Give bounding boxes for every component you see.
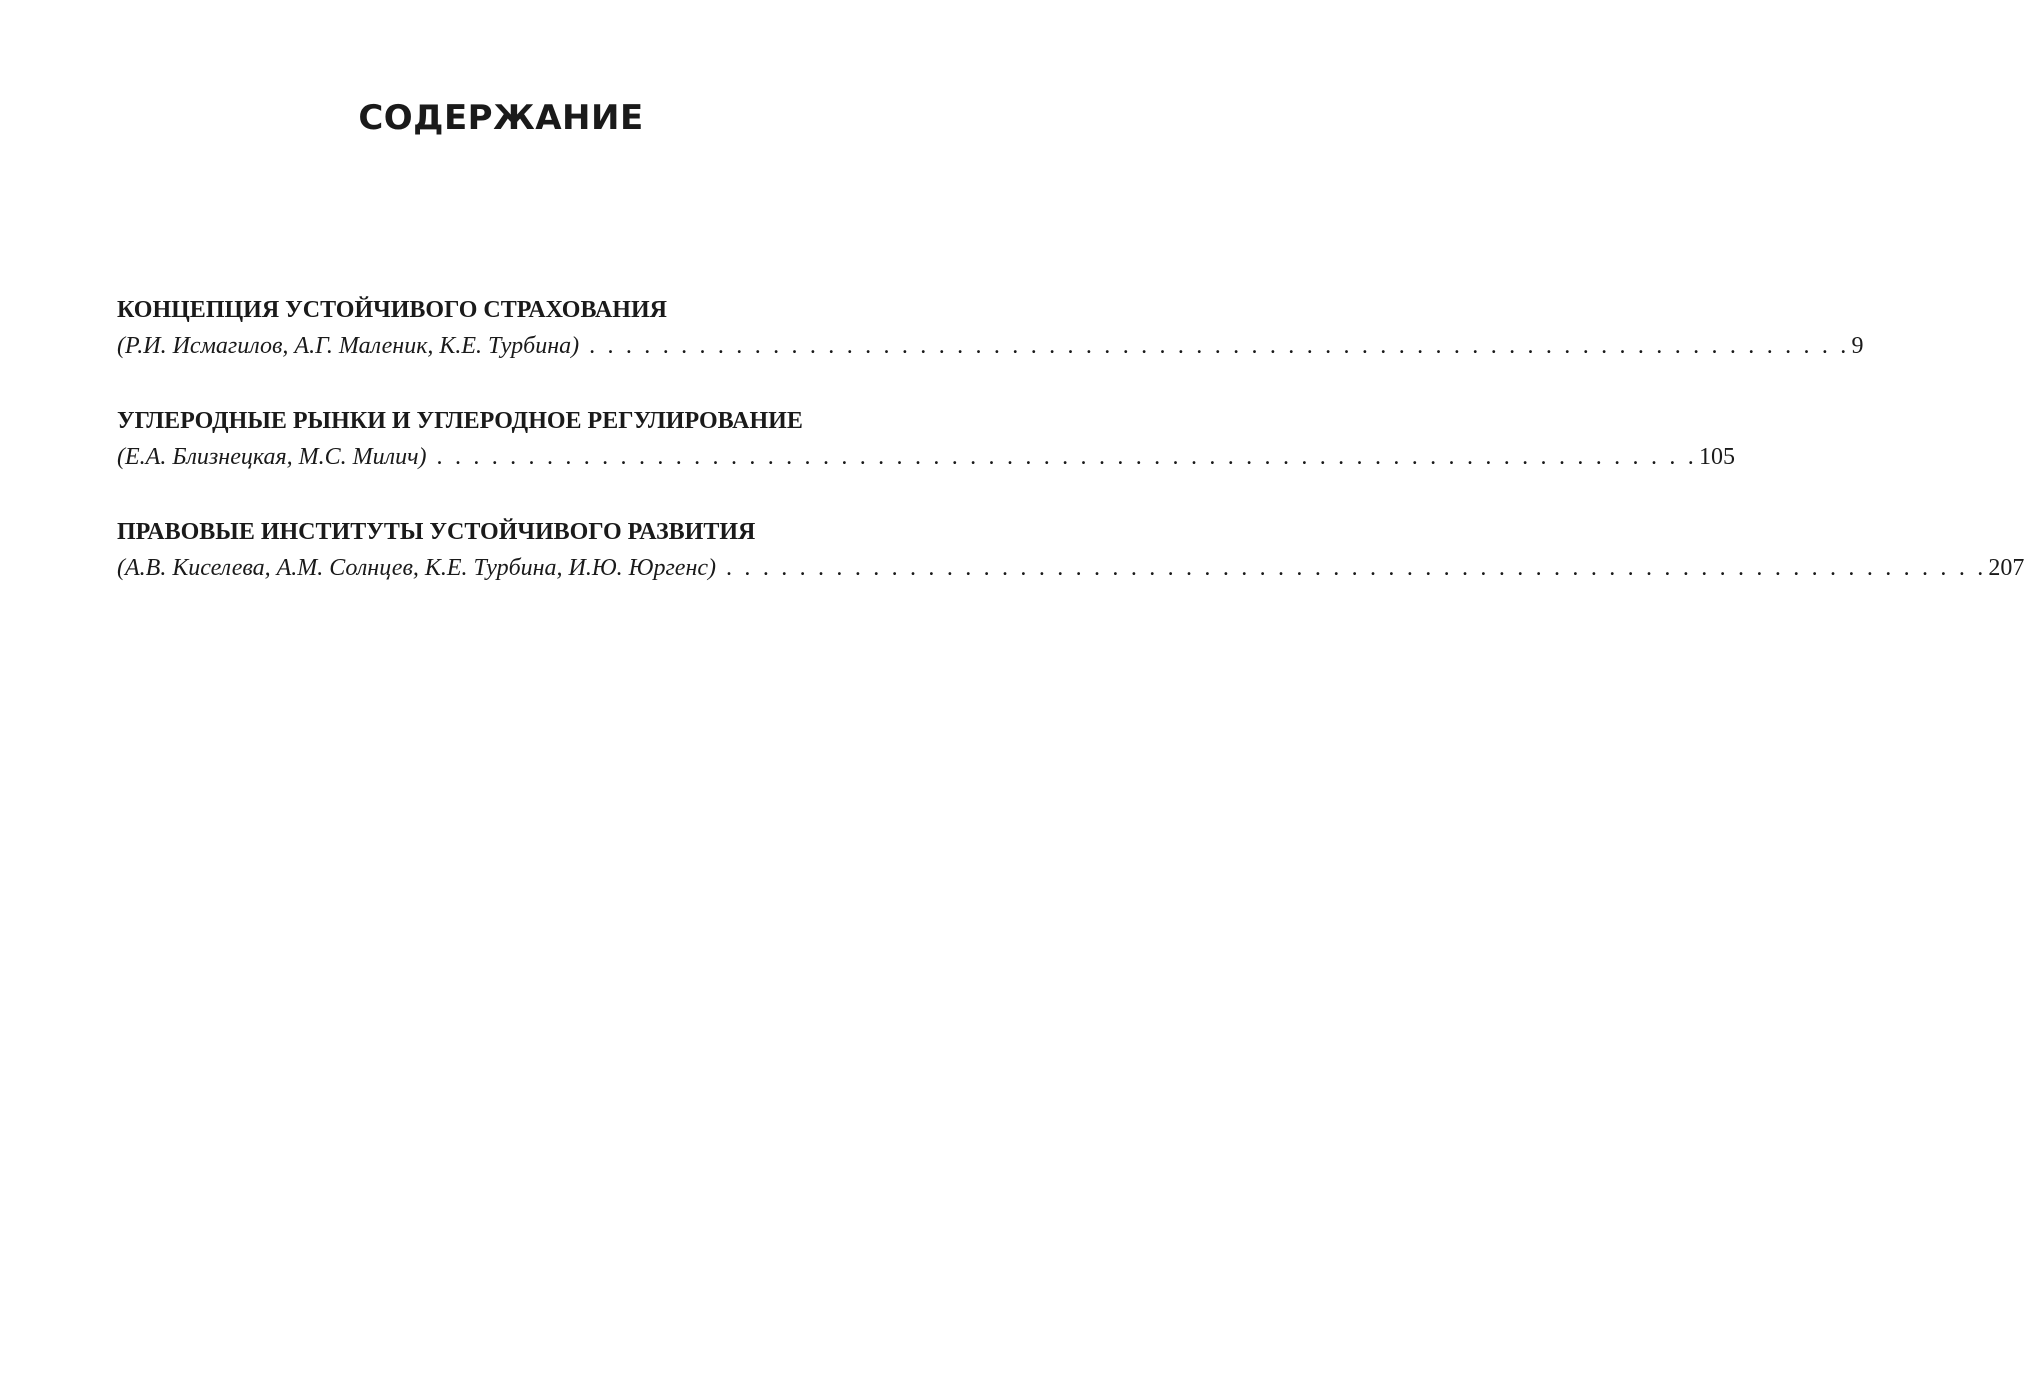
- toc-entry-authors: (Е.А. Близнецкая, М.С. Милич): [117, 444, 427, 470]
- toc-dot-leader: . . . . . . . . . . . . . . . . . . . . . . . . . . . . . . . . . . . . . . . . . . . . . . . . . . . . . . . . . . . . . . . . . . . . .: [726, 555, 1987, 581]
- toc-entry[interactable]: [117, 514, 2024, 586]
- toc-entry-authors: (Р.И. Исмагилов, А.Г. Маленик, К.Е. Турбина): [117, 333, 580, 359]
- toc-entry-authors: (А.В. Киселева, А.М. Солнцев, К.Е. Турбина, И.Ю. Юргенс): [117, 555, 717, 581]
- toc-page-number: 207: [1988, 555, 2024, 581]
- page-title: СОДЕРЖАНИЕ: [358, 98, 644, 138]
- toc-entry-title: УГЛЕРОДНЫЕ РЫНКИ И УГЛЕРОДНОЕ РЕГУЛИРОВАНИЕ: [117, 408, 803, 434]
- toc-page-number: 105: [1698, 444, 1735, 470]
- toc-dot-leader: . . . . . . . . . . . . . . . . . . . . . . . . . . . . . . . . . . . . . . . . . . . . . . . . . . . . . . . . . . . . . . . . . . . . .: [589, 333, 1850, 359]
- toc-entry-title: КОНЦЕПЦИЯ УСТОЙЧИВОГО СТРАХОВАНИЯ: [117, 297, 667, 323]
- toc-entry[interactable]: [117, 403, 1735, 475]
- toc-entry-line: [117, 328, 1864, 364]
- toc-entry-line: [117, 550, 2024, 586]
- toc-page-number: 9: [1851, 333, 1864, 359]
- toc-entry-title: ПРАВОВЫЕ ИНСТИТУТЫ УСТОЙЧИВОГО РАЗВИТИЯ: [117, 519, 756, 545]
- toc-entry[interactable]: [117, 292, 1864, 364]
- table-of-contents: [117, 292, 2024, 625]
- toc-dot-leader: . . . . . . . . . . . . . . . . . . . . . . . . . . . . . . . . . . . . . . . . . . . . . . . . . . . . . . . . . . . . . . . . . . . . .: [436, 444, 1697, 470]
- toc-entry-line: [117, 439, 1735, 475]
